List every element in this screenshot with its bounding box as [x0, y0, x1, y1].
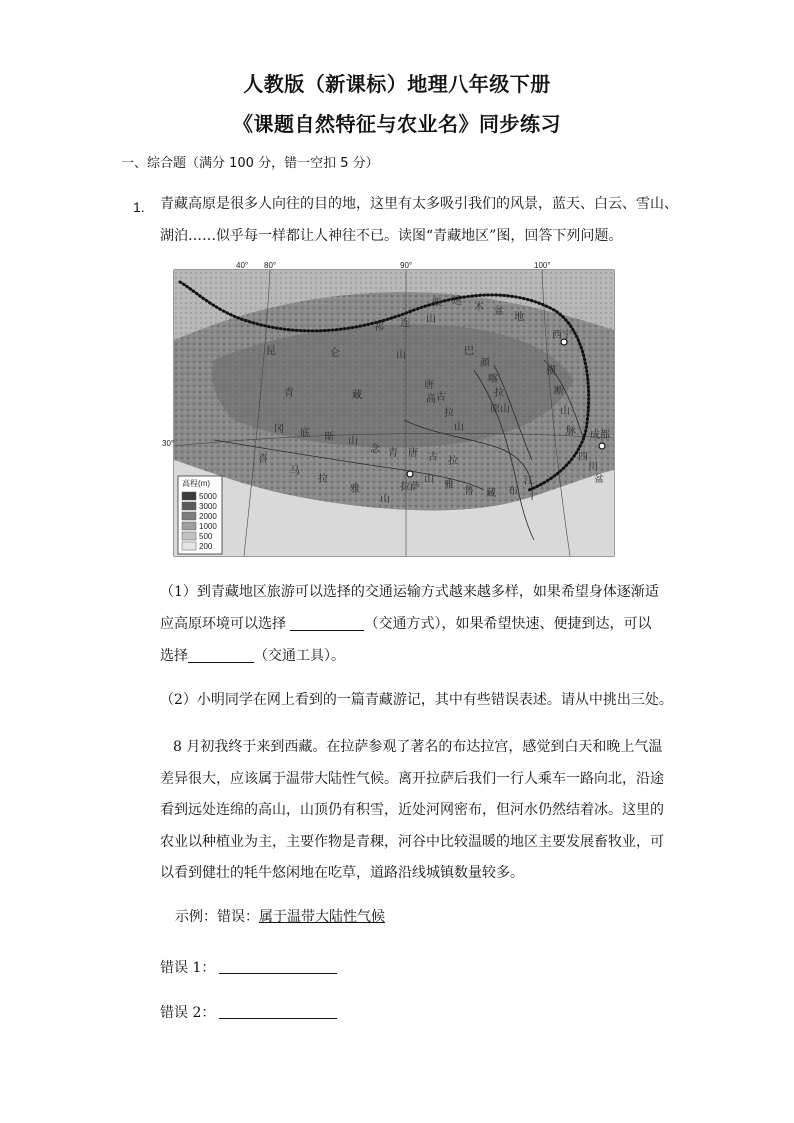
error-1-row	[160, 957, 337, 977]
region-label: 藏	[352, 390, 362, 401]
legend-swatch	[182, 492, 196, 500]
region-label: 底	[300, 428, 310, 439]
region-label: 巴	[464, 346, 474, 357]
lon-label-100: 100°	[534, 261, 551, 270]
region-label: 唐	[424, 380, 434, 391]
region-label: 盆	[494, 306, 504, 317]
region-label: 山	[500, 404, 510, 415]
region-label: 地	[514, 312, 524, 323]
lon-label-40: 40°	[236, 261, 249, 270]
sub1-text-b: 应高原环境可以选择	[160, 616, 291, 632]
region-label: 断	[554, 386, 564, 397]
lon-label-90: 90°	[400, 261, 413, 270]
error-2-blank[interactable]	[219, 1004, 337, 1019]
legend-level-label: 500	[199, 532, 213, 541]
region-label: 山	[348, 436, 358, 447]
region-label: 山	[426, 314, 436, 325]
example-answer: 属于温带大陆性气候	[259, 909, 385, 925]
region-label: 木	[474, 302, 484, 313]
error-1-label: 错误 1：	[160, 960, 216, 976]
region-label: 柴	[432, 298, 442, 309]
region-label: 雅	[444, 480, 454, 491]
sub1-text-d: 选择	[160, 648, 188, 664]
legend-swatch	[182, 502, 196, 510]
region-label: 山	[396, 350, 406, 361]
region-label: 斯	[324, 432, 334, 443]
region-label: 颜	[480, 358, 490, 369]
sub-question-1	[160, 576, 660, 672]
legend-level-label: 2000	[199, 512, 217, 521]
legend-swatch	[182, 522, 196, 530]
region-label: 四	[578, 452, 588, 463]
city-xining: 西宁	[552, 330, 572, 341]
region-label: 念	[370, 444, 380, 455]
title-line-1: 人教版（新课标）地理八年级下册	[243, 72, 551, 96]
region-label: 拉	[448, 456, 458, 467]
region-label: 山	[380, 494, 390, 505]
region-label: 古	[428, 452, 438, 463]
lat-label-30: 30°	[162, 439, 175, 448]
region-label: 鲁	[464, 486, 474, 497]
region-label: 脉	[566, 426, 576, 437]
region-label: 喀	[488, 374, 498, 385]
region-label: 连	[400, 318, 410, 329]
map-graphic	[162, 261, 614, 556]
answer-blank-vehicle[interactable]	[188, 646, 254, 663]
city-lhasa: 拉萨	[400, 482, 420, 493]
region-label: 拉	[318, 474, 328, 485]
sub1-text-e: （交通工具）。	[254, 648, 345, 664]
region-label: 山	[560, 406, 570, 417]
question-intro	[160, 188, 680, 252]
region-label: 山	[454, 422, 464, 433]
legend-swatch	[182, 512, 196, 520]
region-label: 拉	[444, 408, 454, 419]
qinghai-tibet-map	[162, 261, 614, 556]
region-label: 冈	[274, 424, 284, 435]
question-intro-line-1: 青藏高原是很多人向往的目的地，这里有太多吸引我们的风景，蓝天、白云、雪山、	[160, 196, 678, 212]
legend-level-label: 1000	[199, 522, 217, 531]
region-label: 原	[490, 404, 500, 415]
region-label: 川	[588, 462, 598, 473]
legend-title: 高程(m)	[182, 479, 210, 488]
region-label: 横	[546, 366, 556, 377]
region-label: 山	[424, 474, 434, 485]
legend-swatch	[182, 532, 196, 540]
title-line-2: 《课题自然特征与农业名》同步练习	[233, 112, 561, 136]
error-2-label: 错误 2：	[160, 1005, 216, 1021]
sub1-text-a: （1）到青藏地区旅游可以选择的交通运输方式越来越多样，如果希望身体逐渐适	[160, 584, 659, 600]
answer-blank-transport-mode[interactable]	[290, 614, 364, 631]
region-label: 盆	[594, 474, 604, 485]
city-chengdu: 成都	[590, 430, 610, 441]
travel-essay: 8 月初我终于来到西藏。在拉萨参观了著名的布达拉宫，感觉到白天和晚上气温差异很大，应该属于温带大陆性气候。离开拉萨后我们一行人乘车一路向北，沿途看到远处连绵的高山，山顶仍有积雪，近处河网密布，但河水仍然结着冰。这里的农业以种植业为主，主要作物是青稞，河谷中比较温暖的地区主要发展畜牧业，可以看到健壮的牦牛悠闲地在吃草，道路沿线城镇数量较多。	[160, 739, 664, 881]
chengdu-marker	[599, 443, 605, 449]
region-label: 唐	[408, 448, 418, 459]
lhasa-marker	[407, 471, 413, 477]
region-label: 藏	[486, 488, 496, 499]
region-label: 昆	[266, 346, 276, 357]
lon-label-80: 80°	[264, 261, 277, 270]
question-number: 1.	[133, 199, 145, 215]
example-line	[175, 906, 385, 926]
region-label: 祁	[374, 322, 384, 333]
region-label: 拉	[494, 388, 504, 399]
region-label: 江	[524, 476, 534, 487]
example-prefix: 示例：错误：	[175, 909, 259, 925]
region-label: 仑	[330, 348, 340, 359]
elevation-legend	[178, 476, 222, 554]
region-label: 达	[452, 296, 462, 307]
region-label: 马	[290, 466, 300, 477]
sub1-text-c: （交通方式），如果希望快速、便捷到达，可以	[364, 616, 652, 632]
region-label: 青	[388, 448, 398, 459]
legend-level-label: 3000	[199, 502, 217, 511]
legend-level-label: 5000	[199, 492, 217, 501]
section-heading: 一、综合题（满分 100 分，错一空扣 5 分）	[121, 156, 379, 171]
error-1-blank[interactable]	[219, 959, 337, 974]
legend-swatch	[182, 542, 196, 550]
question-intro-line-2: 湖泊……似乎每一样都让人神往不已。读图“青藏地区”图，回答下列问题。	[160, 228, 623, 244]
region-label: 青	[284, 388, 294, 399]
region-label: 雅	[350, 484, 360, 495]
legend-level-label: 200	[199, 542, 213, 551]
region-label: 古	[436, 392, 446, 403]
region-label: 高	[426, 394, 436, 405]
region-label: 布	[508, 486, 518, 497]
sub-question-2: （2）小明同学在网上看到的一篇青藏游记，其中有些错误表述。请从中挑出三处。	[160, 692, 673, 708]
region-label: 喜	[258, 454, 268, 465]
error-2-row	[160, 1002, 337, 1022]
